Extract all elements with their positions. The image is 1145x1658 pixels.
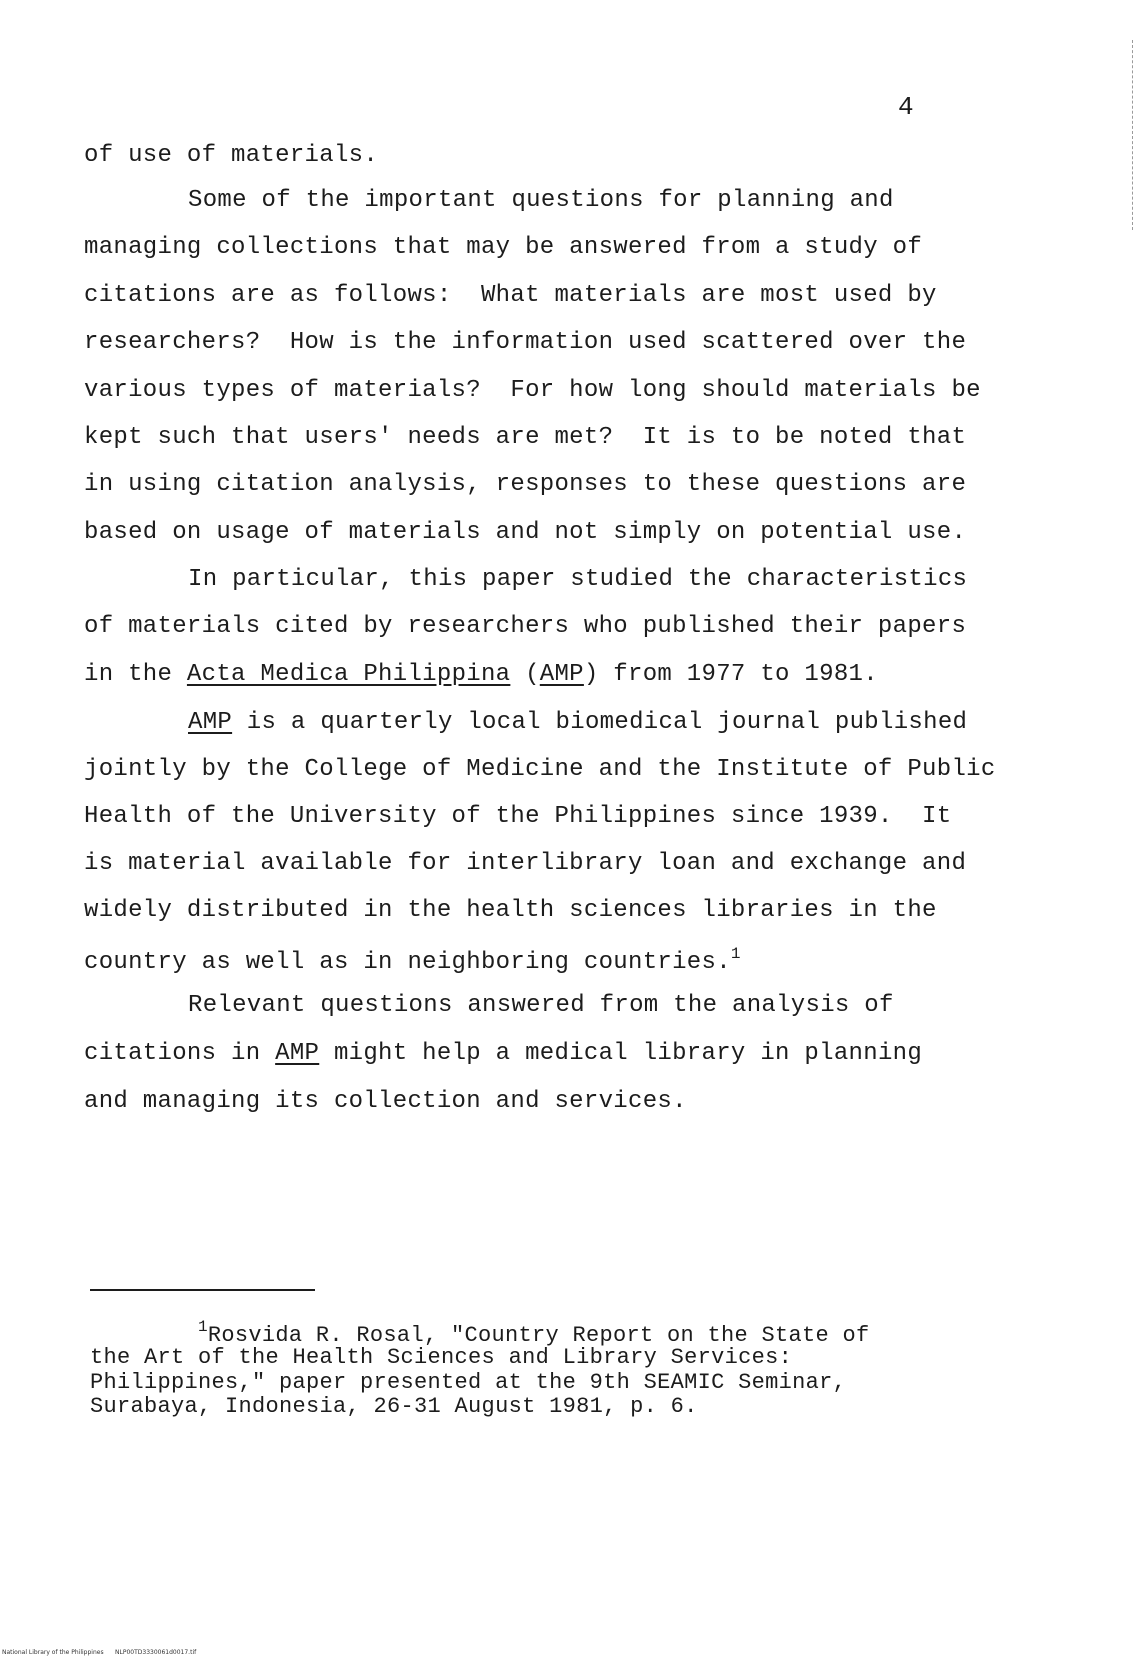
- text-fragment: citations in: [84, 1040, 276, 1067]
- text-line: citations are as follows: What materials are most used by: [84, 282, 937, 309]
- text-line: and managing its collection and services.: [84, 1088, 687, 1115]
- text-line: widely distributed in the health sciences libraries in the: [84, 897, 937, 924]
- footnote-line: the Art of the Health Sciences and Library Services:: [90, 1345, 793, 1370]
- footnote-line: [198, 1318, 870, 1348]
- text-line: kept such that users' needs are met? It is to be noted that: [84, 424, 967, 451]
- text-line: based on usage of materials and not simply on potential use.: [84, 519, 967, 546]
- text-fragment: might help a medical library in planning: [319, 1040, 923, 1067]
- journal-title: Acta Medica Philippina: [186, 661, 511, 688]
- text-line: managing collections that may be answered from a study of: [84, 234, 923, 261]
- footnote-reference: 1: [730, 945, 741, 963]
- text-fragment: (: [510, 661, 540, 688]
- text-line: of materials cited by researchers who published their papers: [84, 613, 967, 640]
- text-line: In particular, this paper studied the characteristics: [188, 566, 968, 593]
- text-line: Some of the important questions for planning and: [188, 187, 894, 214]
- journal-abbreviation: AMP: [539, 661, 584, 688]
- footnote-mark: 1: [198, 1318, 208, 1336]
- page-number: 4: [898, 92, 914, 122]
- footnote-divider: [90, 1289, 315, 1291]
- text-line: [188, 709, 967, 736]
- text-line: jointly by the College of Medicine and the Institute of Public: [84, 756, 996, 783]
- footnote-line: Surabaya, Indonesia, 26-31 August 1981, p. 6.: [90, 1394, 698, 1419]
- text-line: in using citation analysis, responses to these questions are: [84, 471, 967, 498]
- text-fragment: in the: [84, 661, 187, 688]
- text-line: Relevant questions answered from the analysis of: [188, 992, 894, 1019]
- text-line: of use of materials.: [84, 142, 379, 169]
- journal-abbreviation: AMP: [188, 709, 233, 736]
- journal-abbreviation: AMP: [275, 1040, 320, 1067]
- text-line: various types of materials? For how long should materials be: [84, 377, 981, 404]
- footnote-line: Philippines," paper presented at the 9th SEAMIC Seminar,: [90, 1370, 847, 1395]
- text-line: [84, 945, 741, 976]
- text-line: [84, 661, 878, 688]
- scan-edge-mark: [1132, 40, 1135, 230]
- text-fragment: Rosvida R. Rosal, "Country Report on the State of: [207, 1323, 870, 1348]
- text-line: is material available for interlibrary loan and exchange and: [84, 850, 967, 877]
- scan-footer-stamp: National Library of the Philippines NLP00TD3330061d0017.tif: [2, 1649, 197, 1656]
- text-line: Health of the University of the Philippines since 1939. It: [84, 803, 952, 830]
- text-fragment: is a quarterly local biomedical journal published: [232, 709, 968, 736]
- text-fragment: ) from 1977 to 1981.: [583, 661, 878, 688]
- text-line: [84, 1040, 922, 1067]
- text-line: researchers? How is the information used scattered over the: [84, 329, 967, 356]
- text-fragment: country as well as in neighboring countries.: [84, 949, 731, 976]
